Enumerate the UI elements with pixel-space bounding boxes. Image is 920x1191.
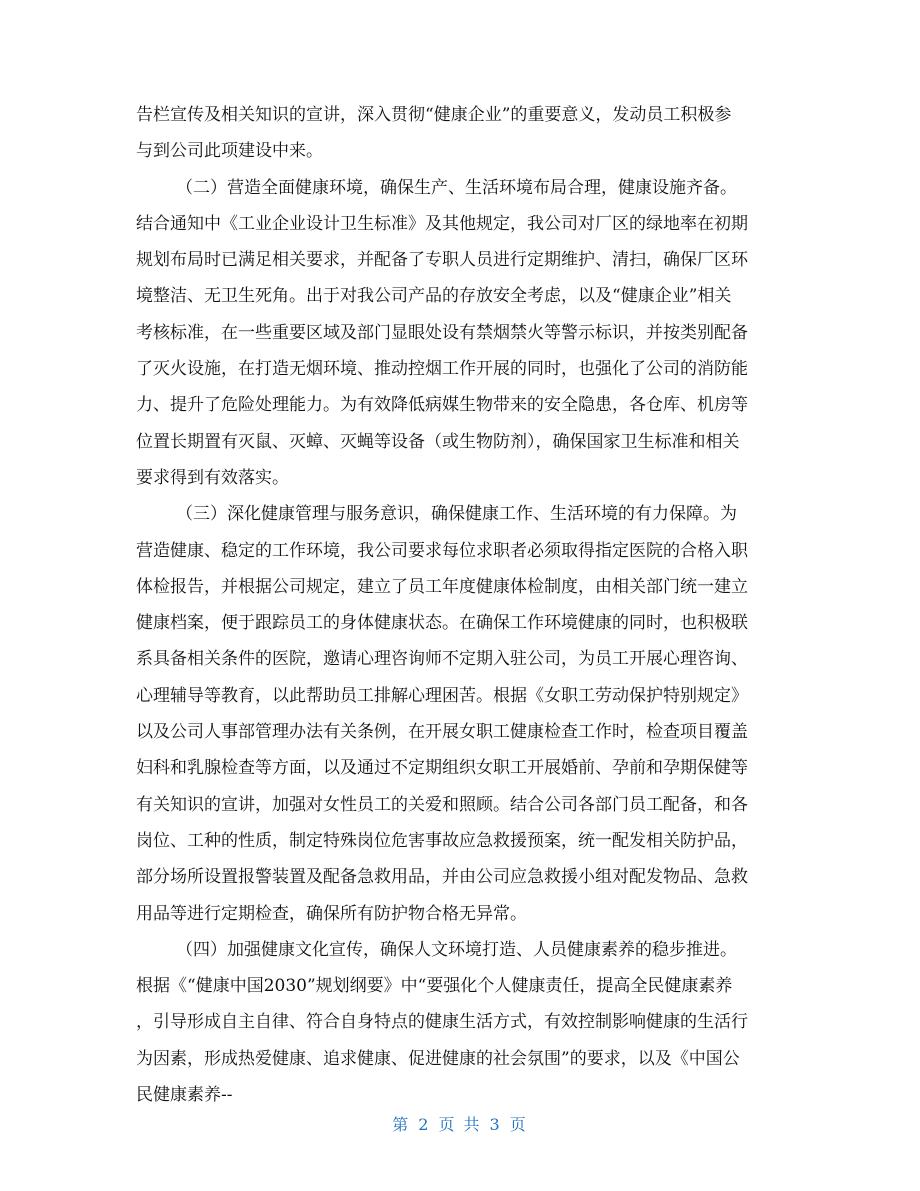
text-line: 规划布局时已满足相关要求，并配备了专职人员进行定期维护、清扫，确保厂区环 bbox=[136, 250, 748, 271]
footer-page-number: 2 bbox=[418, 1115, 431, 1134]
footer-prefix: 第 bbox=[392, 1115, 411, 1134]
section-heading-4: （四）加强健康文化宣传，确保人文环境打造、人员健康素养的稳步推进。 bbox=[176, 939, 737, 960]
text-line: 部分场所设置报警装置及配备急救用品，并由公司应急救援小组对配发物品、急救 bbox=[136, 867, 748, 888]
text-line: 妇科和乳腺检查等方面，以及通过不定期组织女职工开展婚前、孕前和孕期保健等 bbox=[136, 758, 748, 779]
text-line: 系具备相关条件的医院，邀请心理咨询师不定期入驻公司，为员工开展心理咨询、 bbox=[136, 649, 748, 670]
text-line: 了灭火设施，在打造无烟环境、推动控烟工作开展的同时，也强化了公司的消防能 bbox=[136, 359, 748, 380]
text-line: 健康档案，便于跟踪员工的身体健康状态。在确保工作环境健康的同时，也积极联 bbox=[136, 613, 748, 634]
text-line: 以及公司人事部管理办法有关条例，在开展女职工健康检查工作时，检查项目覆盖 bbox=[136, 722, 748, 743]
text-line: 与到公司此项建设中来。 bbox=[136, 141, 323, 162]
footer-total-pages: 3 bbox=[489, 1115, 502, 1134]
text-line: ，引导形成自主自律、符合自身特点的健康生活方式，有效控制影响健康的生活行 bbox=[136, 1012, 748, 1033]
section-heading-3: （三）深化健康管理与服务意识，确保健康工作、生活环境的有力保障。为 bbox=[176, 504, 737, 525]
text-line: 体检报告，并根据公司规定，建立了员工年度健康体检制度，由相关部门统一建立 bbox=[136, 576, 748, 597]
text-line: 岗位、工种的性质，制定特殊岗位危害事故应急救援预案，统一配发相关防护品， bbox=[136, 830, 748, 851]
text-line: 境整洁、无卫生死角。出于对我公司产品的存放安全考虑，以及“健康企业”相关 bbox=[136, 286, 732, 307]
text-line: 结合通知中《工业企业设计卫生标准》及其他规定，我公司对厂区的绿地率在初期 bbox=[136, 213, 748, 234]
text-line: 位置长期置有灭鼠、灭蟑、灭蝇等设备（或生物防剂），确保国家卫生标准和相关 bbox=[136, 431, 740, 452]
text-line: 有关知识的宣讲，加强对女性员工的关爱和照顾。结合公司各部门员工配备，和各 bbox=[136, 794, 748, 815]
footer-suffix: 页 bbox=[509, 1115, 528, 1134]
text-line: 用品等进行定期检查，确保所有防护物合格无异常。 bbox=[136, 903, 527, 924]
page-footer bbox=[0, 1112, 920, 1135]
body-text bbox=[136, 97, 788, 1113]
footer-middle: 页 共 bbox=[438, 1115, 482, 1134]
text-line: 力、提升了危险处理能力。为有效降低病媒生物带来的安全隐患，各仓库、机房等 bbox=[136, 395, 748, 416]
text-line: 民健康素养-- bbox=[136, 1085, 233, 1106]
text-line: 考核标准，在一些重要区域及部门显眼处设有禁烟禁火等警示标识，并按类别配备 bbox=[136, 322, 748, 343]
section-heading-2: （二）营造全面健康环境，确保生产、生活环境布局合理，健康设施齐备。 bbox=[176, 177, 737, 198]
text-line: 营造健康、稳定的工作环境，我公司要求每位求职者必须取得指定医院的合格入职 bbox=[136, 540, 748, 561]
text-line: 要求得到有效落实。 bbox=[136, 467, 289, 488]
text-line: 根据《“健康中国2030”规划纲要》中“要强化个人健康责任，提高全民健康素养 bbox=[136, 976, 733, 997]
text-line: 心理辅导等教育，以此帮助员工排解心理困苦。根据《女职工劳动保护特别规定》 bbox=[136, 685, 748, 706]
text-line: 为因素，形成热爱健康、追求健康、促进健康的社会氛围”的要求，以及《中国公 bbox=[136, 1048, 740, 1069]
text-line: 告栏宣传及相关知识的宣讲，深入贯彻“健康企业”的重要意义，发动员工积极参 bbox=[136, 105, 732, 125]
